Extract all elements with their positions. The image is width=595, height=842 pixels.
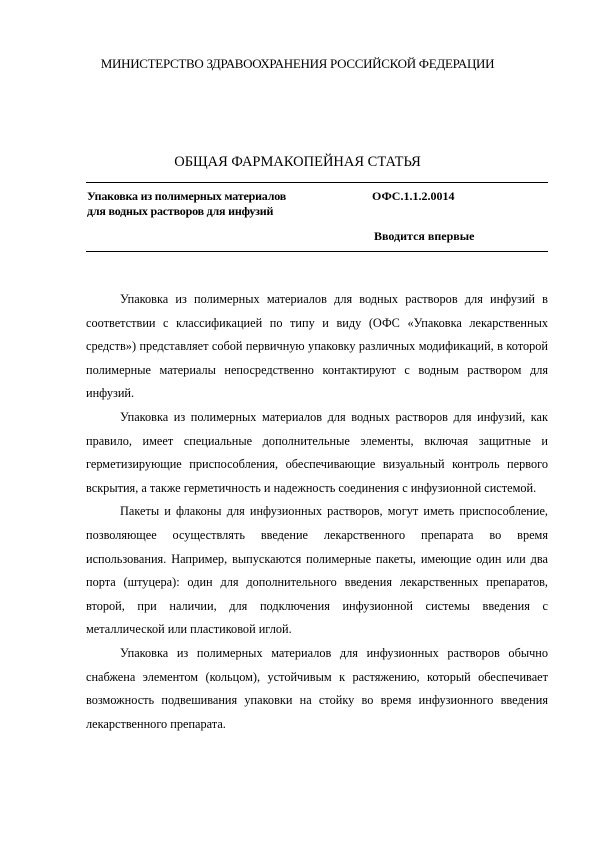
document-title: ОБЩАЯ ФАРМАКОПЕЙНАЯ СТАТЬЯ xyxy=(174,154,421,170)
paragraph-2: Упаковка из полимерных материалов для водных растворов для инфузий, как правило, имеет специальные дополнительные элементы, включая защитные и герметизирующие приспособления, обеспечивающие визуальный контроль первого вскрытия, а также герметичность и надежность соединения с инфузионной системой. xyxy=(86,409,548,495)
top-divider xyxy=(86,182,548,183)
article-body xyxy=(86,288,548,736)
bottom-divider xyxy=(86,251,548,252)
article-subject xyxy=(87,189,357,219)
ministry-heading: МИНИСТЕРСТВО ЗДРАВООХРАНЕНИЯ РОССИЙСКОЙ ФЕДЕРАЦИИ xyxy=(100,56,495,71)
paragraph-4: Упаковка из полимерных материалов для инфузионных растворов обычно снабжена элементом (кольцом), устойчивым к растяжению, который обеспечивает возможность подвешивания упаковки на стойку во время инфузионного введения лекарственного препарата. xyxy=(86,645,548,731)
article-code: ОФС.1.1.2.0014 xyxy=(372,189,455,203)
article-subject-line-2: для водных растворов для инфузий xyxy=(87,204,274,218)
paragraph-1: Упаковка из полимерных материалов для водных растворов для инфузий в соответствии с классификацией по типу и виду (ОФС «Упаковка лекарственных средств») представляет собой первичную упаковку различных модификаций, в которой полимерные материалы непосредственно контактируют с водным раствором для инфузий. xyxy=(86,292,548,401)
paragraph-3: Пакеты и флаконы для инфузионных растворов, могут иметь приспособление, позволяющее осуществлять введение лекарственного препарата во время использования. Например, выпускаются полимерные пакеты, имеющие один или два порта (штуцера): один для дополнительного введения лекарственных препаратов, второй, при наличии, для подключения инфузионной системы введения с металлической или пластиковой иглой. xyxy=(86,504,548,637)
article-subject-line-1: Упаковка из полимерных материалов xyxy=(87,189,287,203)
article-status: Вводится впервые xyxy=(374,229,475,243)
